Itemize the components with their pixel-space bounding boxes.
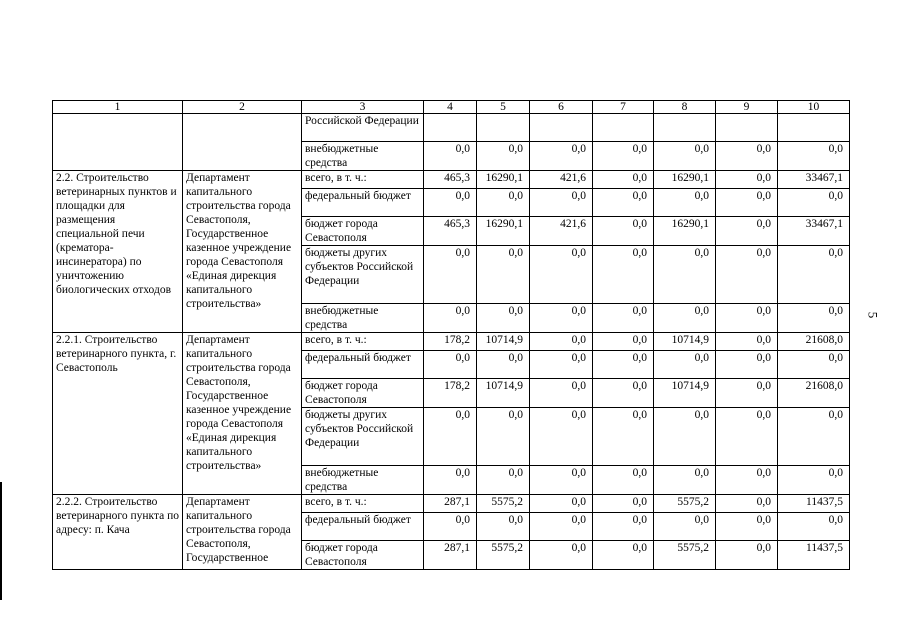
column-header: 9 <box>716 101 778 114</box>
empty-cell <box>183 114 302 171</box>
value-cell: 0,0 <box>593 466 654 495</box>
value-cell: 178,2 <box>424 379 477 408</box>
column-header: 10 <box>778 101 850 114</box>
empty-cell <box>53 114 183 171</box>
value-cell: 0,0 <box>716 142 778 171</box>
value-cell: 5575,2 <box>477 495 530 513</box>
value-cell: 5575,2 <box>477 541 530 570</box>
value-cell: 0,0 <box>530 408 593 466</box>
column-header: 2 <box>183 101 302 114</box>
value-cell: 0,0 <box>778 246 850 304</box>
value-cell: 0,0 <box>477 408 530 466</box>
value-cell: 0,0 <box>593 379 654 408</box>
column-header: 8 <box>654 101 716 114</box>
activity-name-cell: 2.2.2. Строительство ветеринарного пункта по адресу: п. Кача <box>53 495 183 570</box>
value-cell: 0,0 <box>654 351 716 379</box>
value-cell: 0,0 <box>654 466 716 495</box>
value-cell <box>593 114 654 142</box>
value-cell: 0,0 <box>424 351 477 379</box>
value-cell: 0,0 <box>530 333 593 351</box>
value-cell: 465,3 <box>424 171 477 189</box>
value-cell: 0,0 <box>530 304 593 333</box>
value-cell: 0,0 <box>593 189 654 217</box>
value-cell: 0,0 <box>778 466 850 495</box>
page-number: 5 <box>865 311 881 319</box>
value-cell: 0,0 <box>654 246 716 304</box>
value-cell: 0,0 <box>593 246 654 304</box>
value-cell: 0,0 <box>424 142 477 171</box>
value-cell: 0,0 <box>716 541 778 570</box>
executor-cell: Департамент капитального строительства города Севастополя, Государственное <box>183 495 302 570</box>
funding-type-cell: бюджет города Севастополя <box>302 217 424 246</box>
activity-name-cell: 2.2. Строительство ветеринарных пунктов и площадки для размещения специальной печи (крематора-инсинератора) по уничтожению биологических отходов <box>53 171 183 333</box>
header-row <box>53 101 850 114</box>
value-cell: 0,0 <box>530 142 593 171</box>
executor-cell: Департамент капитального строительства города Севастополя, Государственное казенное учреждение города Севастополя «Единая дирекция капитального строительства» <box>183 171 302 333</box>
value-cell: 11437,5 <box>778 541 850 570</box>
value-cell: 0,0 <box>477 246 530 304</box>
value-cell: 33467,1 <box>778 171 850 189</box>
value-cell: 0,0 <box>530 246 593 304</box>
value-cell: 16290,1 <box>654 217 716 246</box>
value-cell <box>778 114 850 142</box>
value-cell: 16290,1 <box>477 217 530 246</box>
funding-type-cell: внебюджетные средства <box>302 142 424 171</box>
value-cell <box>530 114 593 142</box>
value-cell: 0,0 <box>716 333 778 351</box>
funding-type-cell: всего, в т. ч.: <box>302 495 424 513</box>
value-cell: 0,0 <box>477 304 530 333</box>
value-cell: 0,0 <box>716 408 778 466</box>
value-cell <box>477 114 530 142</box>
funding-type-cell: бюджет города Севастополя <box>302 379 424 408</box>
value-cell: 0,0 <box>716 351 778 379</box>
value-cell: 0,0 <box>424 189 477 217</box>
value-cell: 16290,1 <box>654 171 716 189</box>
funding-type-cell: федеральный бюджет <box>302 513 424 541</box>
value-cell: 0,0 <box>716 246 778 304</box>
funding-type-cell: всего, в т. ч.: <box>302 333 424 351</box>
value-cell: 0,0 <box>593 541 654 570</box>
value-cell: 21608,0 <box>778 379 850 408</box>
value-cell: 0,0 <box>477 466 530 495</box>
value-cell: 11437,5 <box>778 495 850 513</box>
funding-type-cell: бюджет города Севастополя <box>302 541 424 570</box>
value-cell: 0,0 <box>778 513 850 541</box>
value-cell: 0,0 <box>716 171 778 189</box>
value-cell: 0,0 <box>716 466 778 495</box>
column-header: 4 <box>424 101 477 114</box>
table-row <box>53 495 850 513</box>
column-header: 5 <box>477 101 530 114</box>
value-cell <box>654 114 716 142</box>
value-cell: 10714,9 <box>654 379 716 408</box>
value-cell: 0,0 <box>593 513 654 541</box>
value-cell: 0,0 <box>477 351 530 379</box>
funding-type-cell: федеральный бюджет <box>302 351 424 379</box>
value-cell: 10714,9 <box>654 333 716 351</box>
value-cell: 0,0 <box>778 142 850 171</box>
value-cell: 0,0 <box>593 495 654 513</box>
value-cell: 0,0 <box>477 142 530 171</box>
value-cell: 0,0 <box>530 513 593 541</box>
value-cell: 0,0 <box>716 304 778 333</box>
value-cell: 0,0 <box>424 304 477 333</box>
value-cell: 0,0 <box>424 408 477 466</box>
table-row <box>53 114 850 142</box>
value-cell: 0,0 <box>716 513 778 541</box>
funding-type-cell: бюджеты других субъектов Российской Федерации <box>302 408 424 466</box>
value-cell: 0,0 <box>593 333 654 351</box>
value-cell: 421,6 <box>530 171 593 189</box>
value-cell: 0,0 <box>530 495 593 513</box>
funding-type-cell: федеральный бюджет <box>302 189 424 217</box>
funding-type-cell: всего, в т. ч.: <box>302 171 424 189</box>
value-cell: 5575,2 <box>654 541 716 570</box>
value-cell: 0,0 <box>530 541 593 570</box>
table-row <box>53 333 850 351</box>
value-cell: 0,0 <box>654 513 716 541</box>
scan-edge-mark <box>0 482 2 600</box>
funding-type-cell: внебюджетные средства <box>302 304 424 333</box>
value-cell: 0,0 <box>778 189 850 217</box>
value-cell: 178,2 <box>424 333 477 351</box>
column-header: 6 <box>530 101 593 114</box>
executor-cell: Департамент капитального строительства города Севастополя, Государственное казенное учреждение города Севастополя «Единая дирекция капитального строительства» <box>183 333 302 495</box>
value-cell: 0,0 <box>654 142 716 171</box>
value-cell: 0,0 <box>593 171 654 189</box>
value-cell: 0,0 <box>716 189 778 217</box>
value-cell: 0,0 <box>593 408 654 466</box>
value-cell: 0,0 <box>530 189 593 217</box>
value-cell: 287,1 <box>424 541 477 570</box>
value-cell: 10714,9 <box>477 379 530 408</box>
column-header: 7 <box>593 101 654 114</box>
funding-type-cell: бюджеты других субъектов Российской Федерации <box>302 246 424 304</box>
column-header: 3 <box>302 101 424 114</box>
value-cell: 0,0 <box>654 408 716 466</box>
value-cell: 0,0 <box>530 351 593 379</box>
value-cell: 0,0 <box>530 379 593 408</box>
value-cell: 0,0 <box>593 351 654 379</box>
value-cell: 0,0 <box>716 495 778 513</box>
value-cell: 0,0 <box>593 142 654 171</box>
value-cell: 0,0 <box>778 304 850 333</box>
value-cell: 5575,2 <box>654 495 716 513</box>
funding-type-cell: Российской Федерации <box>302 114 424 142</box>
value-cell: 0,0 <box>593 304 654 333</box>
value-cell: 0,0 <box>424 246 477 304</box>
value-cell: 0,0 <box>716 379 778 408</box>
value-cell: 0,0 <box>477 189 530 217</box>
value-cell: 33467,1 <box>778 217 850 246</box>
value-cell: 0,0 <box>530 466 593 495</box>
value-cell: 287,1 <box>424 495 477 513</box>
value-cell: 0,0 <box>424 466 477 495</box>
value-cell: 421,6 <box>530 217 593 246</box>
value-cell: 0,0 <box>778 351 850 379</box>
column-header: 1 <box>53 101 183 114</box>
value-cell: 0,0 <box>654 189 716 217</box>
value-cell: 21608,0 <box>778 333 850 351</box>
value-cell: 0,0 <box>477 513 530 541</box>
value-cell: 16290,1 <box>477 171 530 189</box>
activity-name-cell: 2.2.1. Строительство ветеринарного пункта, г. Севастополь <box>53 333 183 495</box>
value-cell: 0,0 <box>593 217 654 246</box>
value-cell: 0,0 <box>424 513 477 541</box>
value-cell <box>424 114 477 142</box>
value-cell: 10714,9 <box>477 333 530 351</box>
funding-type-cell: внебюджетные средства <box>302 466 424 495</box>
table-row <box>53 171 850 189</box>
value-cell <box>716 114 778 142</box>
value-cell: 0,0 <box>778 408 850 466</box>
value-cell: 465,3 <box>424 217 477 246</box>
value-cell: 0,0 <box>716 217 778 246</box>
funding-table <box>52 100 850 570</box>
value-cell: 0,0 <box>654 304 716 333</box>
